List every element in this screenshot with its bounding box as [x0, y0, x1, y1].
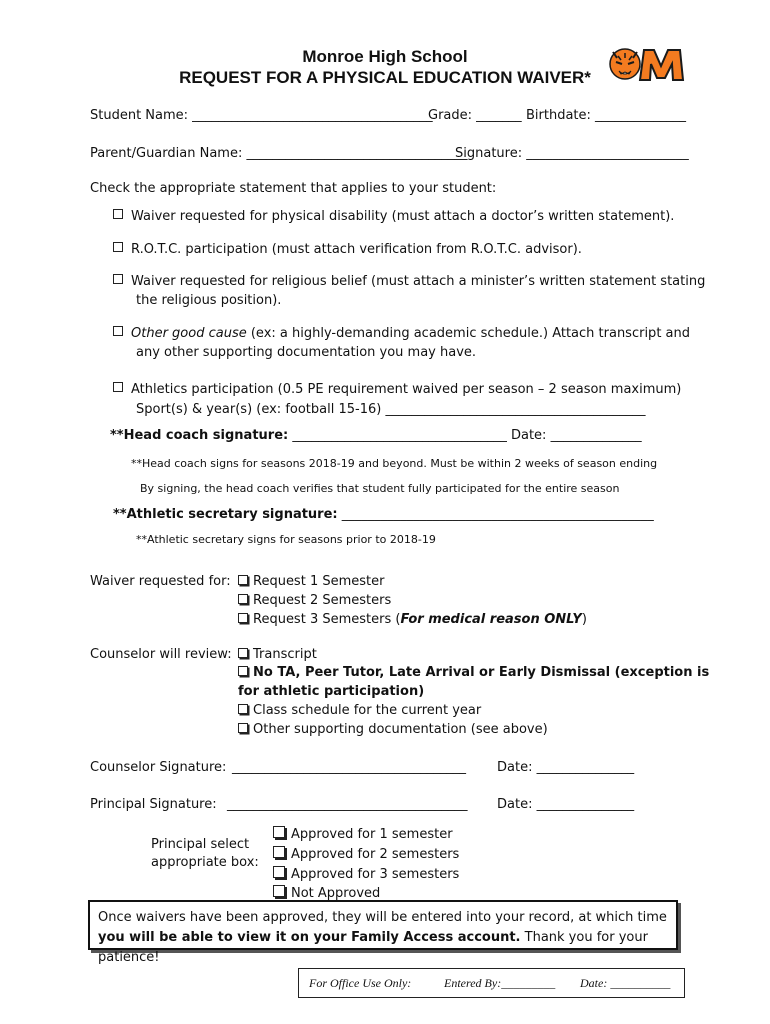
school-name: Monroe High School	[302, 47, 468, 66]
checkbox-religious[interactable]	[113, 274, 705, 289]
option-label: Approved for 3 semesters	[291, 867, 460, 882]
checkbox-icon[interactable]	[238, 666, 248, 676]
option-label: Approved for 2 semesters	[291, 847, 460, 862]
checkbox-icon[interactable]	[273, 826, 285, 838]
head-coach-line[interactable]: _________________________________ Date: ______________	[288, 428, 642, 443]
athletic-secretary-label: **Athletic secretary signature:	[113, 507, 338, 522]
athletics-label: Athletics participation (0.5 PE requirement waived per season – 2 season maximum)	[131, 382, 682, 397]
option-label: Not Approved	[291, 886, 381, 901]
option-1-semester[interactable]	[238, 574, 384, 589]
checkbox-icon[interactable]	[113, 274, 123, 284]
parent-signature-field[interactable]: Signature: _________________________	[455, 146, 689, 161]
option-3-semesters[interactable]	[238, 612, 587, 627]
option-label: Request 2 Semesters	[253, 593, 392, 608]
athletic-secretary-line[interactable]: ________________________________________________	[337, 507, 654, 522]
counselor-date-field[interactable]: Date: _______________	[497, 760, 635, 775]
notice-text: Once waivers have been approved, they will be entered into your record, at which time	[98, 910, 667, 925]
checkbox-icon[interactable]	[238, 594, 248, 604]
review-other-docs[interactable]	[238, 722, 548, 737]
counselor-review-label: Counselor will review:	[90, 647, 232, 662]
counselor-signature-label: Counselor Signature:	[90, 760, 227, 775]
approved-2-semesters[interactable]	[273, 846, 459, 862]
head-coach-verify-note: By signing, the head coach verifies that student fully participated for the entire season	[140, 482, 620, 495]
head-coach-signature[interactable]	[110, 428, 642, 443]
approval-notice	[88, 900, 678, 965]
review-no-ta-line2: for athletic participation)	[238, 684, 425, 699]
option-label: Request 3 Semesters (	[253, 612, 401, 627]
principal-select-label-2: appropriate box:	[151, 855, 259, 870]
principal-select-label: Principal select	[151, 837, 250, 852]
other-cause-label: (ex: a highly-demanding academic schedule.) Attach transcript and	[246, 326, 691, 341]
tiger-m-logo-icon	[608, 44, 686, 84]
checkbox-icon[interactable]	[238, 613, 248, 623]
other-cause-italic: Other good cause	[131, 326, 247, 341]
grade-field[interactable]: Grade: _______	[428, 108, 522, 123]
head-coach-note: **Head coach signs for seasons 2018-19 and beyond. Must be within 2 weeks of season ending	[131, 457, 658, 470]
student-name-field[interactable]: Student Name: _____________________________________	[90, 108, 433, 123]
entered-by-field[interactable]: Entered By:_________	[444, 976, 556, 990]
not-approved[interactable]	[273, 885, 380, 901]
principal-signature-label: Principal Signature:	[90, 797, 217, 812]
religious-label-line2: the religious position).	[136, 293, 282, 308]
approved-1-semester[interactable]	[273, 826, 453, 842]
checkbox-icon[interactable]	[113, 242, 123, 252]
form-title: REQUEST FOR A PHYSICAL EDUCATION WAIVER*	[179, 68, 591, 87]
birthdate-field[interactable]: Birthdate: ______________	[526, 108, 687, 123]
checkbox-icon[interactable]	[273, 846, 285, 858]
checkbox-icon[interactable]	[238, 575, 248, 585]
head-coach-label: **Head coach signature:	[110, 428, 289, 443]
parent-name-field[interactable]: Parent/Guardian Name: __________________________________	[90, 146, 468, 161]
option-label: Approved for 1 semester	[291, 827, 453, 842]
option-label: Class schedule for the current year	[253, 703, 482, 718]
checkbox-disability[interactable]	[113, 209, 674, 224]
option-label: Other supporting documentation (see above)	[253, 722, 548, 737]
checkbox-icon[interactable]	[273, 885, 285, 897]
option-label: No TA, Peer Tutor, Late Arrival or Early Dismissal (exception is	[253, 665, 710, 680]
office-date-field[interactable]: Date: __________	[580, 976, 671, 990]
checkbox-icon[interactable]	[113, 209, 123, 219]
waiver-request-label: Waiver requested for:	[90, 574, 231, 589]
statement-intro: Check the appropriate statement that applies to your student:	[90, 181, 497, 196]
approved-3-semesters[interactable]	[273, 866, 459, 882]
notice-bold-text: you will be able to view it on your Family Access account.	[98, 930, 521, 945]
medical-only-note: For medical reason ONLY	[400, 612, 582, 627]
checkbox-icon[interactable]	[238, 723, 248, 733]
principal-signature-line[interactable]: _____________________________________	[227, 797, 468, 812]
disability-label: Waiver requested for physical disability (must attach a doctor’s written statement).	[131, 209, 675, 224]
option-label-end: )	[581, 612, 587, 627]
checkbox-athletics[interactable]	[113, 382, 681, 397]
other-cause-line2: any other supporting documentation you may have.	[136, 345, 477, 360]
review-no-ta[interactable]	[238, 665, 709, 680]
checkbox-rotc[interactable]	[113, 242, 582, 257]
checkbox-icon[interactable]	[273, 866, 285, 878]
counselor-signature-line[interactable]: ____________________________________	[232, 760, 466, 775]
option-label: Request 1 Semester	[253, 574, 385, 589]
checkbox-other-cause[interactable]	[113, 326, 690, 341]
review-class-schedule[interactable]	[238, 703, 481, 718]
review-transcript[interactable]	[238, 647, 317, 662]
checkbox-icon[interactable]	[238, 704, 248, 714]
checkbox-icon[interactable]	[113, 326, 123, 336]
option-label: Transcript	[253, 647, 317, 662]
athletic-secretary-note: **Athletic secretary signs for seasons prior to 2018-19	[136, 533, 436, 546]
office-use-label: For Office Use Only:	[309, 976, 412, 990]
sports-years-field[interactable]: Sport(s) & year(s) (ex: football 15-16) ________________________________________	[136, 402, 646, 417]
checkbox-icon[interactable]	[238, 648, 248, 658]
religious-label: Waiver requested for religious belief (must attach a minister’s written statement stating	[131, 274, 706, 289]
checkbox-icon[interactable]	[113, 382, 123, 392]
athletic-secretary-signature[interactable]	[113, 507, 654, 522]
notice-thanks: Thank you for your patience!	[98, 930, 648, 965]
principal-date-field[interactable]: Date: _______________	[497, 797, 635, 812]
rotc-label: R.O.T.C. participation (must attach verification from R.O.T.C. advisor).	[131, 242, 582, 257]
office-use-box	[298, 968, 685, 998]
option-2-semesters[interactable]	[238, 593, 391, 608]
